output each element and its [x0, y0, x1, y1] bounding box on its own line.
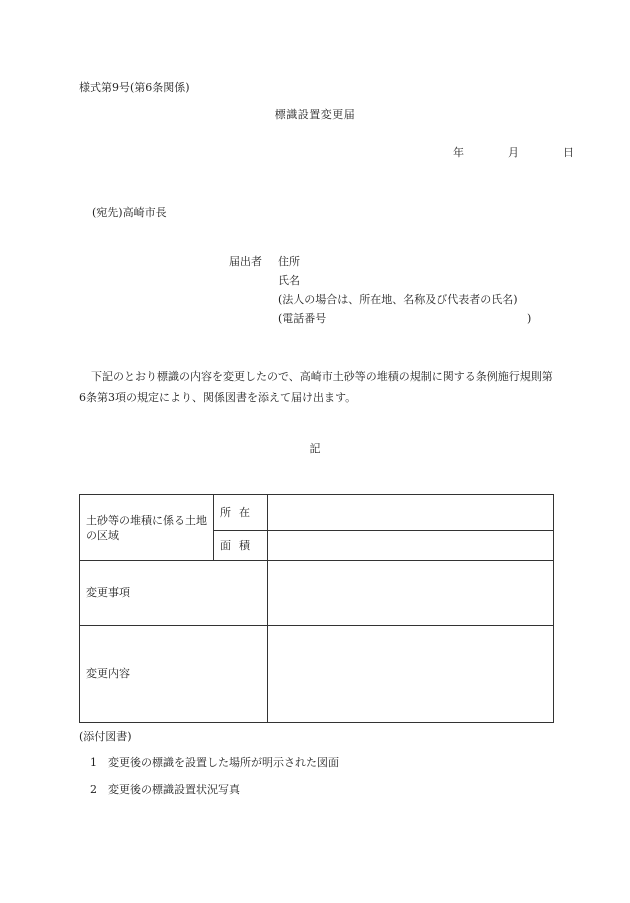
corporate-note: (法人の場合は、所在地、名称及び代表者の氏名)	[278, 293, 518, 306]
attachment-number: 1	[90, 756, 97, 769]
document-title: 標識設置変更届	[274, 108, 356, 121]
date-month-label: 月	[508, 146, 519, 159]
form-number: 様式第9号(第6条関係)	[79, 81, 190, 94]
phone-label: (電話番号	[278, 312, 327, 325]
phone-close-paren: )	[527, 312, 532, 325]
change-items-label: 変更事項	[80, 561, 268, 626]
applicant-block	[229, 255, 532, 331]
address-label: 住所	[278, 255, 300, 268]
addressee: (宛先)高崎市長	[92, 206, 167, 219]
attachment-number: 2	[90, 783, 97, 796]
change-details-label: 変更内容	[80, 626, 268, 723]
applicant-label: 届出者	[229, 255, 262, 268]
attachments-title: (添付図書)	[79, 730, 132, 743]
location-label: 所在	[214, 495, 268, 531]
location-value-cell[interactable]	[268, 495, 554, 531]
date-day-label: 日	[563, 146, 574, 159]
change-details-value-cell[interactable]	[268, 626, 554, 723]
attachment-text: 変更後の標識を設置した場所が明示された図面	[108, 756, 339, 769]
name-label: 氏名	[278, 274, 300, 287]
date-line	[453, 146, 574, 160]
attachment-item	[90, 756, 339, 770]
size-value-cell[interactable]	[268, 531, 554, 561]
change-form-table	[79, 494, 554, 723]
attachment-text: 変更後の標識設置状況写真	[108, 783, 240, 796]
area-label: 土砂等の堆積に係る土地の区域	[86, 513, 207, 542]
size-label: 面積	[214, 531, 268, 561]
body-paragraph	[79, 366, 557, 408]
ki-heading: 記	[309, 442, 321, 455]
body-text: 下記のとおり標識の内容を変更したので、高崎市土砂等の堆積の規制に関する条例施行規則第6条第3項の規定により、関係図書を添えて届け出ます。	[79, 370, 553, 404]
date-year-label: 年	[453, 146, 464, 159]
change-items-value-cell[interactable]	[268, 561, 554, 626]
attachment-item	[90, 783, 240, 797]
area-label-cell	[80, 495, 214, 561]
